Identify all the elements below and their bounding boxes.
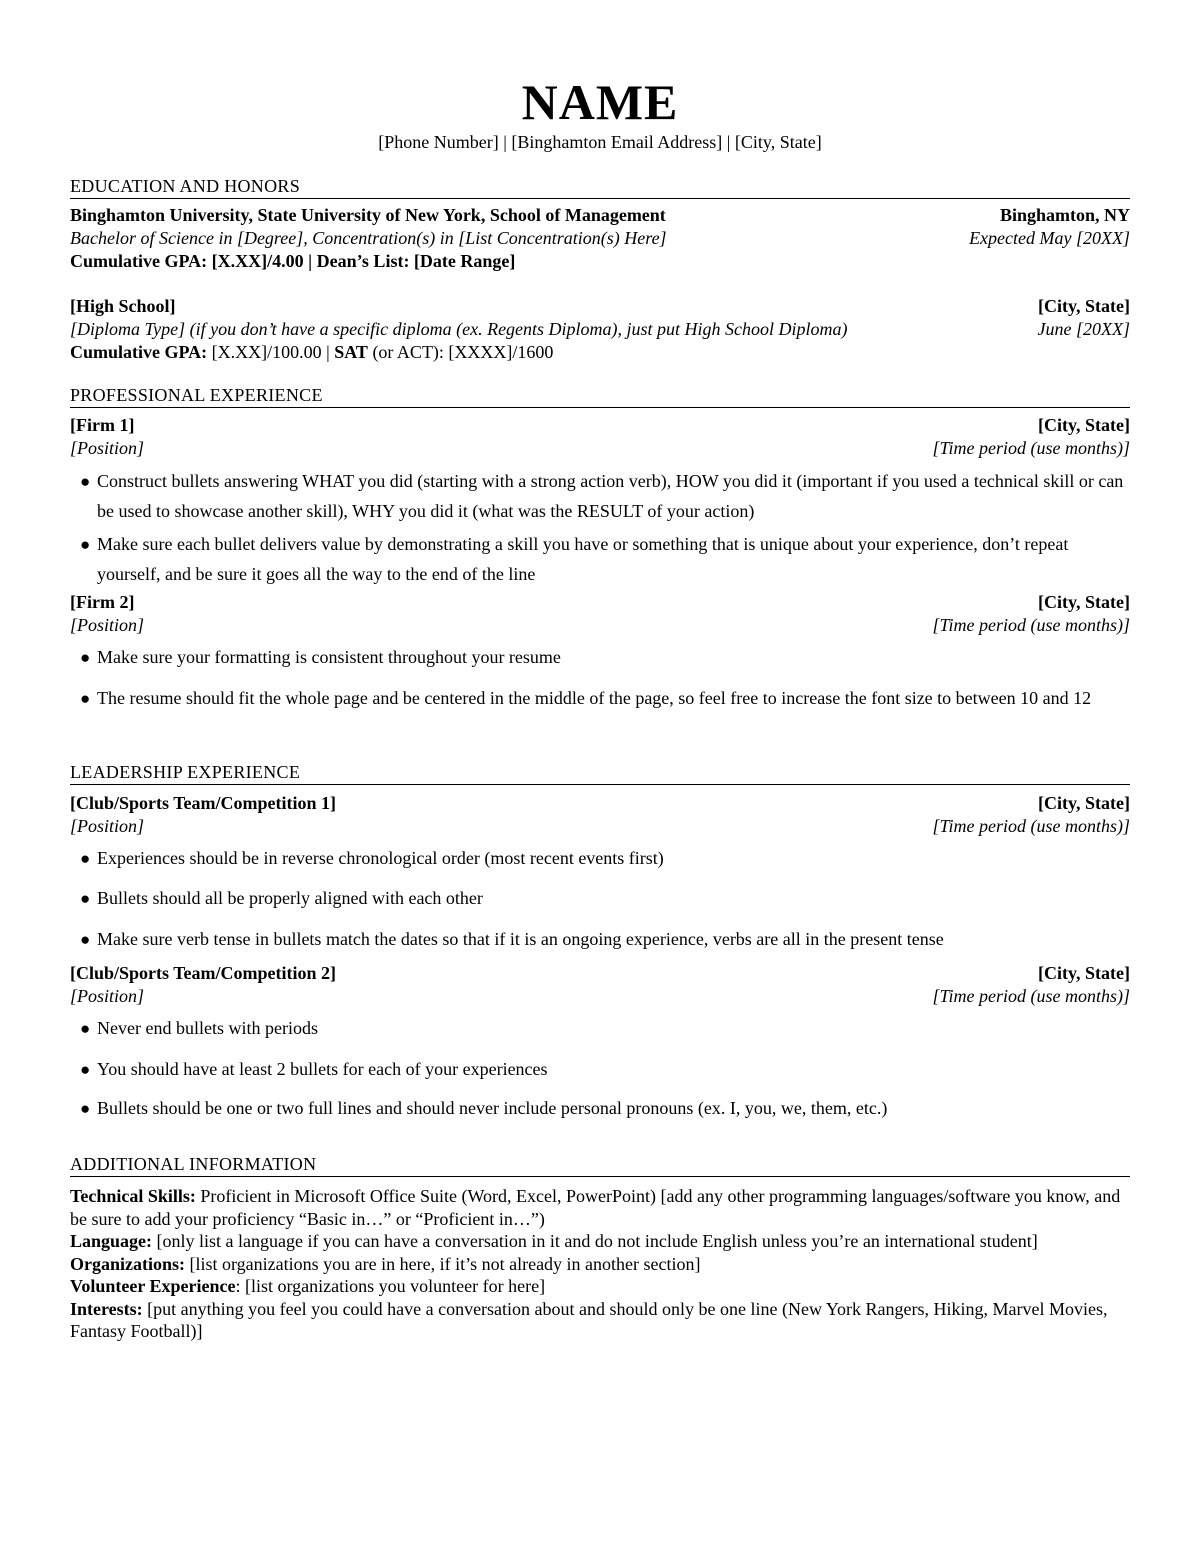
bullet-icon: ● xyxy=(80,648,91,667)
university-row xyxy=(70,204,1130,227)
bullet-text: The resume should fit the whole page and be centered in the middle of the page, so feel free to increase the font size to between 10 and 12 xyxy=(97,688,1092,708)
bullet-icon: ● xyxy=(80,535,91,554)
bullet-icon: ● xyxy=(80,1060,91,1079)
club2-row xyxy=(70,962,1130,985)
bullet-icon: ● xyxy=(80,1019,91,1038)
bullet-text: Never end bullets with periods xyxy=(97,1018,318,1038)
contact-line: [Phone Number] | [Binghamton Email Address] | [City, State] xyxy=(378,132,822,152)
university-gpa: Cumulative GPA: [X.XX]/4.00 | Dean’s List: [Date Range] xyxy=(70,251,516,271)
club1-bullet-2 xyxy=(80,884,1130,914)
bullet-icon: ● xyxy=(80,889,91,908)
bullet-icon: ● xyxy=(80,472,91,491)
info-label: Volunteer Experience xyxy=(70,1276,236,1296)
additional-info xyxy=(70,1185,1130,1343)
bullet-icon: ● xyxy=(80,849,91,868)
diploma-text: [Diploma Type] (if you don’t have a specific diploma (ex. Regents Diploma), just put High School Diploma) xyxy=(70,319,848,339)
language xyxy=(70,1230,1130,1253)
university-name: Binghamton University, State University of New York, School of Management xyxy=(70,205,666,225)
high-school-gpa xyxy=(70,341,1130,364)
club1-position-row xyxy=(70,815,1130,838)
sat-value: (or ACT): [XXXX]/1600 xyxy=(367,342,554,362)
club2-position: [Position] xyxy=(70,986,145,1006)
club1-row xyxy=(70,792,1130,815)
club1-period: [Time period (use months)] xyxy=(932,816,1130,836)
bullet-text: Construct bullets answering WHAT you did (starting with a strong action verb), HOW you did it (important if you used a technical skill or can be used to showcase another skill), WHY you did it (what was the RESULT of your action) xyxy=(97,471,1124,521)
diploma-date: June [20XX] xyxy=(1037,319,1130,339)
sat-label: SAT xyxy=(334,342,368,362)
bullet-icon: ● xyxy=(80,689,91,708)
firm2-location: [City, State] xyxy=(1038,592,1130,612)
high-school-location: [City, State] xyxy=(1038,296,1130,316)
education-heading: EDUCATION AND HONORS xyxy=(70,175,1130,199)
hs-gpa-value: [X.XX]/100.00 | xyxy=(207,342,335,362)
university-location: Binghamton, NY xyxy=(999,205,1130,225)
firm2-position: [Position] xyxy=(70,615,145,635)
bullet-text: Make sure verb tense in bullets match the dates so that if it is an ongoing experience, verbs are all in the present tense xyxy=(97,929,944,949)
bullet-text: Make sure your formatting is consistent throughout your resume xyxy=(97,647,561,667)
info-label: Organizations: xyxy=(70,1253,185,1274)
club1-bullet-3 xyxy=(80,925,1130,955)
club1-bullet-1 xyxy=(80,844,1130,874)
info-text: [only list a language if you can have a conversation in it and do not include English unless you’re an international student] xyxy=(152,1231,1038,1251)
info-text: Proficient in Microsoft Office Suite (Word, Excel, PowerPoint) [add any other programming languages/software you know, and be sure to add your proficiency “Basic in…” or “Proficient in…”) xyxy=(70,1186,1121,1229)
club2-bullet-3 xyxy=(80,1094,1130,1124)
high-school-row xyxy=(70,295,1130,318)
firm1-position-row xyxy=(70,437,1130,460)
firm1-position: [Position] xyxy=(70,438,145,458)
firm2-name: [Firm 2] xyxy=(70,592,135,612)
bullet-text: Bullets should be one or two full lines and should never include personal pronouns (ex. I, you, we, them, etc.) xyxy=(97,1098,888,1118)
club2-bullet-2 xyxy=(80,1055,1130,1085)
firm2-position-row xyxy=(70,614,1130,637)
club1-position: [Position] xyxy=(70,816,145,836)
info-label: Language: xyxy=(70,1231,153,1251)
club2-name: [Club/Sports Team/Competition 2] xyxy=(70,963,337,983)
bullet-text: Experiences should be in reverse chronological order (most recent events first) xyxy=(97,848,664,868)
leadership-heading: LEADERSHIP EXPERIENCE xyxy=(70,761,1130,785)
firm1-bullet-1 xyxy=(80,467,1130,526)
info-label: Technical Skills: xyxy=(70,1186,196,1206)
bullet-icon: ● xyxy=(80,1099,91,1118)
hs-gpa-label: Cumulative GPA: xyxy=(70,342,208,362)
info-label: Interests: xyxy=(70,1298,143,1319)
firm2-bullet-1 xyxy=(80,643,1130,673)
firm2-bullet-2 xyxy=(80,684,1130,714)
firm2-row xyxy=(70,591,1130,614)
firm1-name: [Firm 1] xyxy=(70,415,135,435)
info-text: [put anything you feel you could have a conversation about and should only be one line (New York Rangers, Hiking, Marvel Movies, Fantasy Football)] xyxy=(70,1298,1108,1341)
additional-heading: ADDITIONAL INFORMATION xyxy=(70,1153,1130,1177)
diploma-row xyxy=(70,318,1130,341)
bullet-text: Make sure each bullet delivers value by demonstrating a skill you have or something that is unique about your experience, don’t repeat yourself, and be sure it goes all the way to the end of the line xyxy=(97,534,1069,584)
technical-skills xyxy=(70,1185,1130,1230)
firm1-row xyxy=(70,414,1130,437)
club2-position-row xyxy=(70,985,1130,1008)
firm1-bullet-2 xyxy=(80,530,1130,589)
organizations xyxy=(70,1253,1130,1276)
info-text: [list organizations you are in here, if it’s not already in another section] xyxy=(185,1253,701,1274)
volunteer-experience xyxy=(70,1275,1130,1298)
club2-location: [City, State] xyxy=(1038,963,1130,983)
degree-row xyxy=(70,227,1130,250)
club1-location: [City, State] xyxy=(1038,793,1130,813)
professional-heading: PROFESSIONAL EXPERIENCE xyxy=(70,384,1130,408)
firm2-period: [Time period (use months)] xyxy=(932,615,1130,635)
degree-text: Bachelor of Science in [Degree], Concentration(s) in [List Concentration(s) Here] xyxy=(70,228,667,248)
club2-bullet-1 xyxy=(80,1014,1130,1044)
info-text: : [list organizations you volunteer for here] xyxy=(235,1276,546,1296)
candidate-name: NAME xyxy=(521,74,679,130)
club1-name: [Club/Sports Team/Competition 1] xyxy=(70,793,337,813)
bullet-text: Bullets should all be properly aligned with each other xyxy=(97,888,483,908)
high-school-name: [High School] xyxy=(70,296,176,316)
firm1-period: [Time period (use months)] xyxy=(932,438,1130,458)
bullet-text: You should have at least 2 bullets for each of your experiences xyxy=(97,1059,548,1079)
firm1-location: [City, State] xyxy=(1038,415,1130,435)
interests xyxy=(70,1298,1130,1343)
bullet-icon: ● xyxy=(80,930,91,949)
club2-period: [Time period (use months)] xyxy=(932,986,1130,1006)
degree-date: Expected May [20XX] xyxy=(969,228,1130,248)
